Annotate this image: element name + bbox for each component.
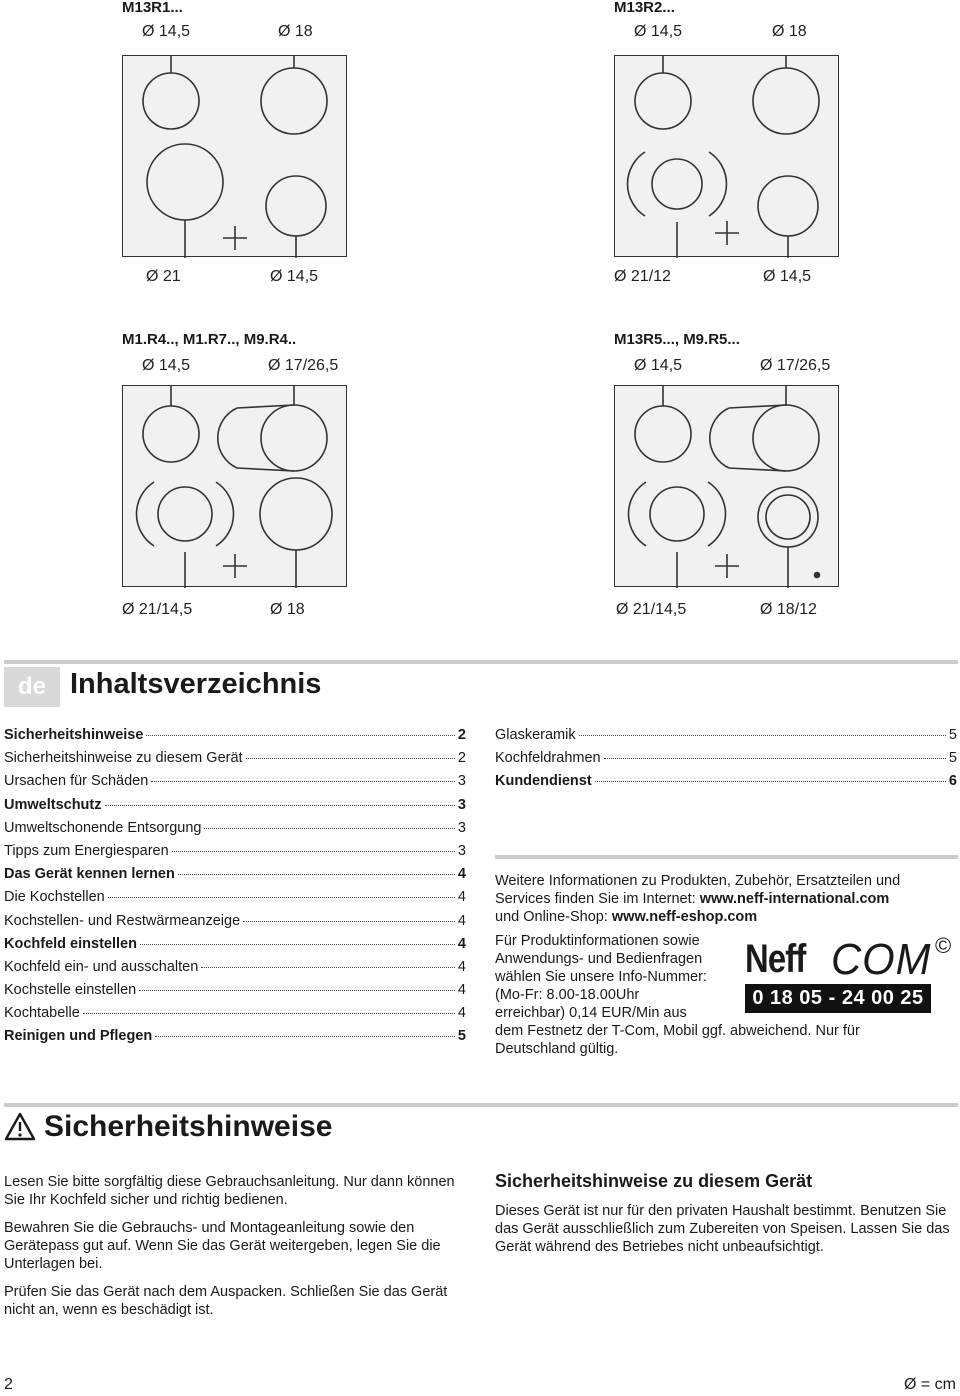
toc-entry[interactable]: Kochfeld ein- und ausschalten 4 — [4, 958, 466, 975]
toc-title: Inhaltsverzeichnis — [70, 668, 322, 700]
copyright-symbol: © — [935, 933, 952, 958]
safety-paragraph: Bewahren Sie die Gebrauchs- und Montageanleitung sowie den Gerätepass gut auf. Wenn Sie das Gerät weitergeben, legen Sie die Unterlagen bei. — [4, 1220, 441, 1272]
diameter-bottom-right-3: Ø 18 — [270, 601, 305, 618]
diameter-top-left-2: Ø 14,5 — [634, 23, 683, 40]
hob-diagram-2 — [614, 55, 839, 257]
safety-paragraph: Prüfen Sie das Gerät nach dem Auspacken. Schließen Sie das Gerät nicht an, wenn es beschädigt ist. — [4, 1284, 448, 1318]
hotline-number: 0 18 05 - 24 00 25 — [745, 984, 931, 1013]
toc-entry[interactable]: Das Gerät kennen lernen 4 — [4, 866, 466, 883]
toc-entry[interactable]: Die Kochstellen 4 — [4, 889, 466, 906]
toc-entry[interactable]: Glaskeramik 5 — [495, 727, 957, 743]
info-line: Weitere Informationen zu Produkten, Zubehör, Ersatzteilen und — [495, 873, 901, 889]
info-hotline-text: Für Produktinformationen sowie Anwendungs- und Bedienfragen wählen Sie unsere Info-Nummer: (Mo-Fr: 8.00-18.00Uhr erreichbar) 0,14 EUR/Min aus dem Festnetz der T-Com, Mobil ggf. abweichend. Nur für Deutschland gültig. — [495, 933, 860, 1057]
neffcom-logo — [745, 935, 955, 1015]
diameter-bottom-left-1: Ø 21 — [146, 268, 181, 285]
hob-diagram-1 — [122, 55, 347, 257]
eshop-link[interactable]: www.neff-eshop.com — [611, 909, 758, 925]
website-link[interactable]: www.neff-international.com — [699, 891, 890, 907]
toc-entry[interactable]: Sicherheitshinweise 2 — [4, 727, 466, 743]
hob-diagram-4 — [614, 385, 839, 587]
safety-subheading: Sicherheitshinweise zu diesem Gerät — [495, 1171, 813, 1191]
toc-entry[interactable]: Kundendienst 6 — [495, 773, 957, 790]
toc-entry[interactable]: Kochfeldrahmen 5 — [495, 750, 957, 767]
diameter-bottom-left-2: Ø 21/12 — [614, 268, 671, 285]
warning-triangle-icon — [4, 1112, 36, 1142]
info-text — [495, 872, 958, 926]
divider-toc — [4, 660, 958, 664]
com-brand: COM — [831, 935, 932, 984]
diameter-bottom-right-1: Ø 14,5 — [270, 268, 319, 285]
safety-left-column — [4, 1173, 469, 1329]
hob-diagram-3 — [122, 385, 347, 587]
toc-entry[interactable]: Ursachen für Schäden 3 — [4, 773, 466, 790]
diameter-bottom-left-3: Ø 21/14,5 — [122, 601, 193, 618]
info-line: Services finden Sie im Internet: www.neff-international.com — [495, 891, 890, 907]
unit-legend: Ø = cm — [903, 1376, 956, 1393]
diameter-top-left-3: Ø 14,5 — [142, 357, 191, 374]
diameter-bottom-right-2: Ø 14,5 — [763, 268, 812, 285]
language-badge: de — [4, 667, 60, 707]
toc-entry[interactable]: Umweltschutz 3 — [4, 796, 466, 813]
diameter-top-left-1: Ø 14,5 — [142, 23, 191, 40]
divider-safety — [4, 1103, 958, 1107]
info-divider — [495, 855, 958, 859]
toc-right-column — [495, 727, 957, 797]
model-label-3: M1.R4.., M1.R7.., M9.R4.. — [122, 331, 297, 348]
model-label-4: M13R5..., M9.R5... — [614, 331, 740, 348]
info-line: und Online-Shop: www.neff-eshop.com — [495, 909, 758, 925]
toc-entry[interactable]: Umweltschonende Entsorgung 3 — [4, 819, 466, 836]
neff-brand: Neff — [745, 937, 806, 981]
page-number: 2 — [4, 1376, 13, 1393]
diameter-top-left-4: Ø 14,5 — [634, 357, 683, 374]
diameter-bottom-left-4: Ø 21/14,5 — [616, 601, 687, 618]
diameter-top-right-1: Ø 18 — [278, 23, 313, 40]
toc-entry[interactable]: Tipps zum Energiesparen 3 — [4, 842, 466, 859]
toc-entry[interactable]: Kochstellen- und Restwärmeanzeige 4 — [4, 912, 466, 929]
safety-title: Sicherheitshinweise — [4, 1110, 332, 1144]
safety-paragraph: Dieses Gerät ist nur für den privaten Haushalt bestimmt. Benutzen Sie das Gerät ausschließlich zum Zubereiten von Speisen. Lassen Sie das Gerät während des Betriebes nicht unbeaufsichtigt. — [495, 1203, 950, 1255]
model-label-1: M13R1... — [122, 0, 183, 16]
toc-entry[interactable]: Kochstelle einstellen 4 — [4, 982, 466, 999]
diameter-top-right-4: Ø 17/26,5 — [760, 357, 831, 374]
toc-entry[interactable]: Reinigen und Pflegen 5 — [4, 1028, 466, 1045]
toc-entry[interactable]: Kochfeld einstellen 4 — [4, 935, 466, 952]
toc-entry[interactable]: Sicherheitshinweise zu diesem Gerät 2 — [4, 750, 466, 767]
diameter-bottom-right-4: Ø 18/12 — [760, 601, 817, 618]
safety-right-column — [495, 1172, 958, 1266]
safety-paragraph: Lesen Sie bitte sorgfältig diese Gebrauchsanleitung. Nur dann können Sie Ihr Kochfeld sicher und richtig bedienen. — [4, 1174, 455, 1208]
toc-entry[interactable]: Kochtabelle 4 — [4, 1005, 466, 1022]
toc-left-column — [4, 727, 466, 1052]
diameter-top-right-3: Ø 17/26,5 — [268, 357, 339, 374]
diameter-top-right-2: Ø 18 — [772, 23, 807, 40]
model-label-2: M13R2... — [614, 0, 675, 16]
